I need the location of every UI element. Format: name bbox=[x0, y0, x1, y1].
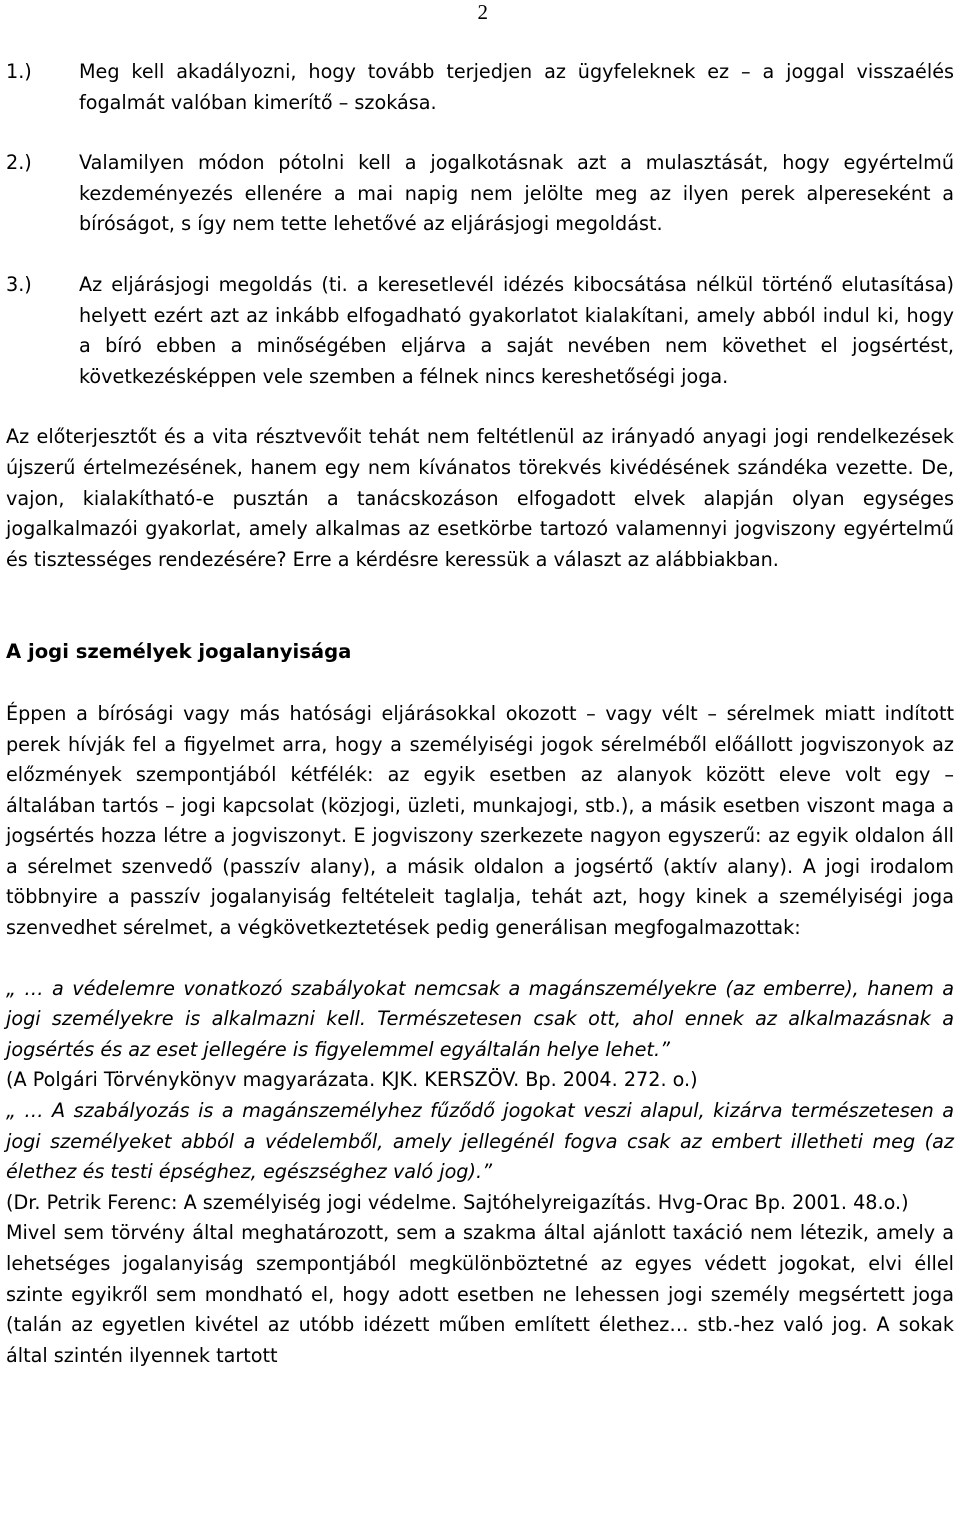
list-item-text: Az eljárásjogi megoldás (ti. a keresetlevél idézés kibocsátása nélkül történő elutasítása) helyett ezért azt az inkább elfogadható gyakorlatot kialakítani, amely abból indul ki, hogy a bíró ebben a minőségében eljárva a saját nevében nem követhet el jogsértést, következésképpen vele szemben a félnek nincs kereshetőségi joga. bbox=[79, 272, 954, 388]
list-item bbox=[6, 270, 954, 392]
list-item bbox=[6, 148, 954, 240]
citation-1: (A Polgári Törvénykönyv magyarázata. KJK. KERSZÖV. Bp. 2004. 272. o.) bbox=[6, 1068, 698, 1092]
intro-paragraph: Az előterjesztőt és a vita résztvevőit tehát nem feltétlenül az irányadó anyagi jogi rendelkezések újszerű értelmezésének, hanem egy nem kívánatos törekvés kivédésének szándéka vezette. De, vajon, kialakítható-e pusztán a tanácskozáson elfogadott elvek alapján olyan egységes jogalkalmazói gyakorlat, amely alkalmas az esetkörbe tartozó valamennyi jogviszony egyértelmű és tisztességes rendezésére? Erre a kérdésre keressük a választ az alábbiakban. bbox=[6, 425, 954, 571]
list-item-number: 1.) bbox=[6, 60, 32, 83]
document-body bbox=[6, 57, 954, 1371]
citation-2: (Dr. Petrik Ferenc: A személyiség jogi védelme. Sajtóhelyreigazítás. Hvg-Orac Bp. 2001. 48.o.) bbox=[6, 1190, 909, 1214]
page-number: 2 bbox=[477, 0, 488, 24]
body-paragraph: Éppen a bírósági vagy más hatósági eljárásokkal okozott – vagy vélt – sérelmek miatt indított perek hívják fel a figyelmet arra, hogy a személyiségi jogok sérelméből előállott jogviszonyok az előzmények szempontjából kétfélék: az egyik esetben az alanyok között eleve volt egy – általában tartós – jogi kapcsolat (közjogi, üzleti, munkajogi, stb.), a másik esetben viszont maga a jogsértés hozza létre a jogviszonyt. E jogviszony szerkezete nagyon egyszerű: az egyik oldalon áll a sérelmet szenvedő (passzív alany), a másik oldalon a jogsértő (aktív alany). A jogi irodalom többnyire a passzív jogalanyiság feltételeit taglalja, tehát azt, hogy kinek a személyiségi joga szenvedhet sérelmet, a végkövetkeztetések pedig generálisan megfogalmazottak: bbox=[6, 701, 954, 940]
list-item bbox=[6, 57, 954, 118]
list-item-number: 2.) bbox=[6, 151, 32, 175]
section-heading: A jogi személyek jogalanyisága bbox=[6, 640, 352, 664]
closing-paragraph: Mivel sem törvény által meghatározott, sem a szakma által ajánlott taxáció nem létezik, amely a lehetséges jogalanyiság szempontjából megkülönböztetné az egyes védett jogokat, elvi éllel szinte egyikről sem mondható el, hogy adott esetben ne lehessen jogi személy megsértett joga (talán az egyetlen kivétel az utóbb idézett műben említett élethez… stb.-hez való jog. A sokak által szintén ilyennek tartott bbox=[6, 1221, 954, 1367]
quote-1: „ … a védelemre vonatkozó szabályokat nemcsak a magánszemélyekre (az emberre), hanem a jogi személyekre is alkalmazni kell. Természetesen csak ott, ahol ennek az alkalmazásnak a jogsértés és az eset jellegére is figyelemmel egyáltalán helye lehet.” bbox=[6, 976, 954, 1061]
list-item-text: Meg kell akadályozni, hogy tovább terjedjen az ügyfeleknek ez – a joggal visszaélés fogalmát valóban kimerítő – szokása. bbox=[79, 60, 954, 114]
quote-2: „ … A szabályozás is a magánszemélyhez fűződő jogokat veszi alapul, kizárva természetesen a jogi személyeket abból a védelemből, amely jellegénél fogva csak az embert illetheti meg (az élethez és testi épséghez, egészséghez való jog).” bbox=[6, 1099, 954, 1184]
list-item-text: Valamilyen módon pótolni kell a jogalkotásnak azt a mulasztását, hogy egyértelmű kezdeményezés ellenére a mai napig nem jelölte meg az ilyen perek alpereseként a bíróságot, s így nem tette lehetővé az eljárásjogi megoldást. bbox=[79, 151, 954, 236]
list-item-number: 3.) bbox=[6, 272, 32, 296]
